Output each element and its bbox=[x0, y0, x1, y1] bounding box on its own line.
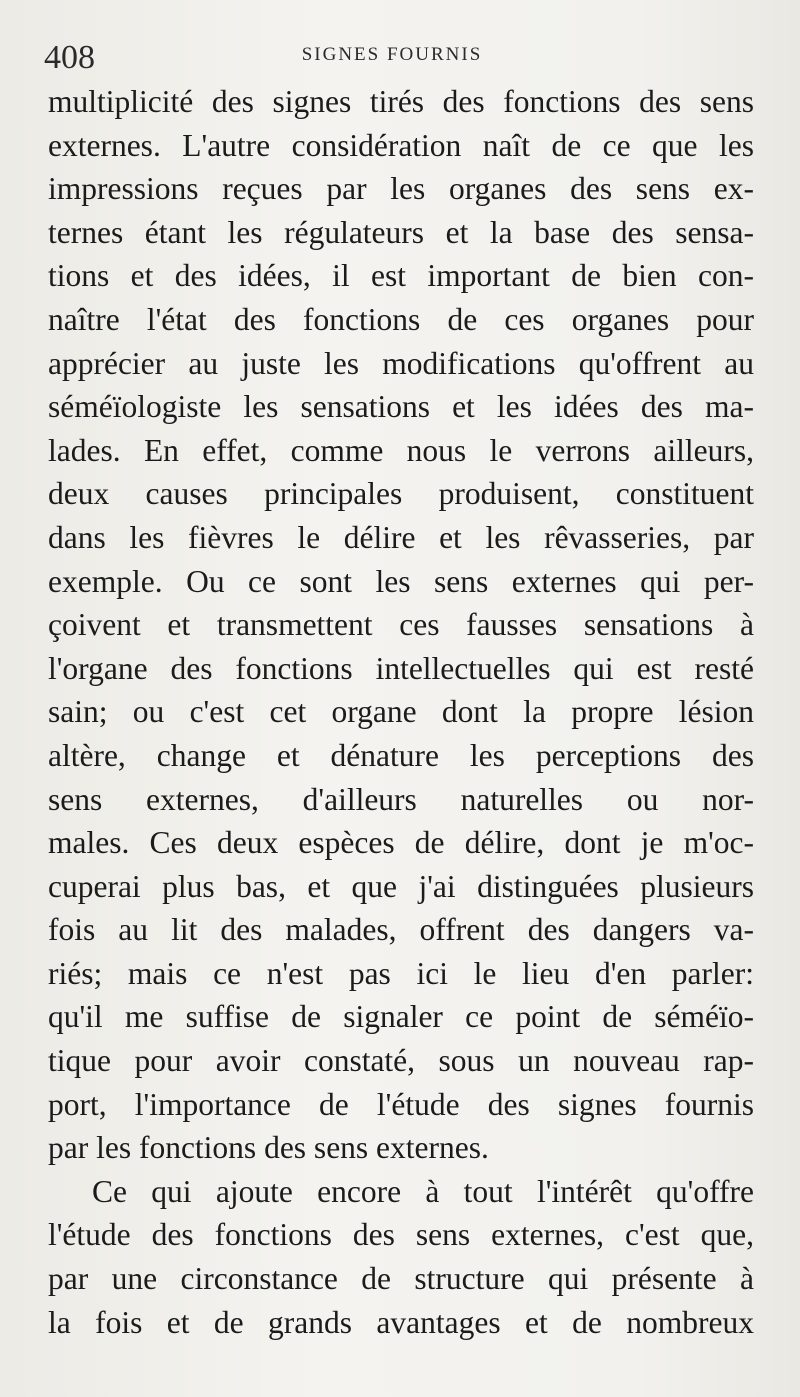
text-line: par une circonstance de structure qui présente à bbox=[48, 1261, 754, 1297]
text-line: multiplicité des signes tirés des fonctions des sens bbox=[48, 84, 754, 119]
page-number: 408 bbox=[44, 39, 95, 76]
text-line: apprécier au juste les modifications qu'offrent au bbox=[48, 345, 754, 381]
text-line: sens externes, d'ailleurs naturelles ou nor- bbox=[48, 781, 754, 817]
running-head: SIGNES FOURNIS bbox=[301, 44, 483, 65]
text-line: qu'il me suffise de signaler ce point de séméïo- bbox=[48, 999, 754, 1035]
paragraph-start-line: Ce qui ajoute encore à tout l'intérêt qu'offre bbox=[92, 1173, 754, 1209]
text-line: l'étude des fonctions des sens externes, c'est que, bbox=[48, 1217, 754, 1253]
text-line: port, l'importance de l'étude des signes fournis bbox=[48, 1086, 754, 1122]
text-line: çoivent et transmettent ces fausses sensations à bbox=[48, 607, 754, 643]
text-line: ternes étant les régulateurs et la base des sensa- bbox=[48, 214, 754, 250]
text-line: dans les fièvres le délire et les rêvasseries, par bbox=[48, 519, 754, 555]
text-line: séméïologiste les sensations et les idées des ma- bbox=[48, 389, 754, 425]
text-line: riés; mais ce n'est pas ici le lieu d'en parler: bbox=[48, 955, 754, 991]
text-line: sain; ou c'est cet organe dont la propre lésion bbox=[48, 694, 754, 730]
text-line: naître l'état des fonctions de ces organes pour bbox=[48, 301, 754, 337]
text-line: tions et des idées, il est important de bien con- bbox=[48, 258, 754, 294]
text-line: exemple. Ou ce sont les sens externes qui per- bbox=[48, 563, 754, 599]
text-line: altère, change et dénature les perceptions des bbox=[48, 737, 754, 773]
text-line: deux causes principales produisent, constituent bbox=[48, 476, 754, 512]
body-text bbox=[48, 80, 754, 1344]
text-line: lades. En effet, comme nous le verrons ailleurs, bbox=[48, 432, 754, 468]
paragraph-end-line: par les fonctions des sens externes. bbox=[48, 1130, 489, 1166]
text-line: fois au lit des malades, offrent des dangers va- bbox=[48, 912, 754, 948]
page-header bbox=[44, 38, 740, 78]
text-line: impressions reçues par les organes des sens ex- bbox=[48, 171, 754, 207]
text-line: externes. L'autre considération naît de ce que les bbox=[48, 127, 754, 163]
text-line: males. Ces deux espèces de délire, dont je m'oc- bbox=[48, 825, 754, 861]
text-line: la fois et de grands avantages et de nombreux bbox=[48, 1304, 754, 1340]
text-line: cuperai plus bas, et que j'ai distinguées plusieurs bbox=[48, 868, 754, 904]
text-line: tique pour avoir constaté, sous un nouveau rap- bbox=[48, 1043, 754, 1079]
text-line: l'organe des fonctions intellectuelles qui est resté bbox=[48, 650, 754, 686]
